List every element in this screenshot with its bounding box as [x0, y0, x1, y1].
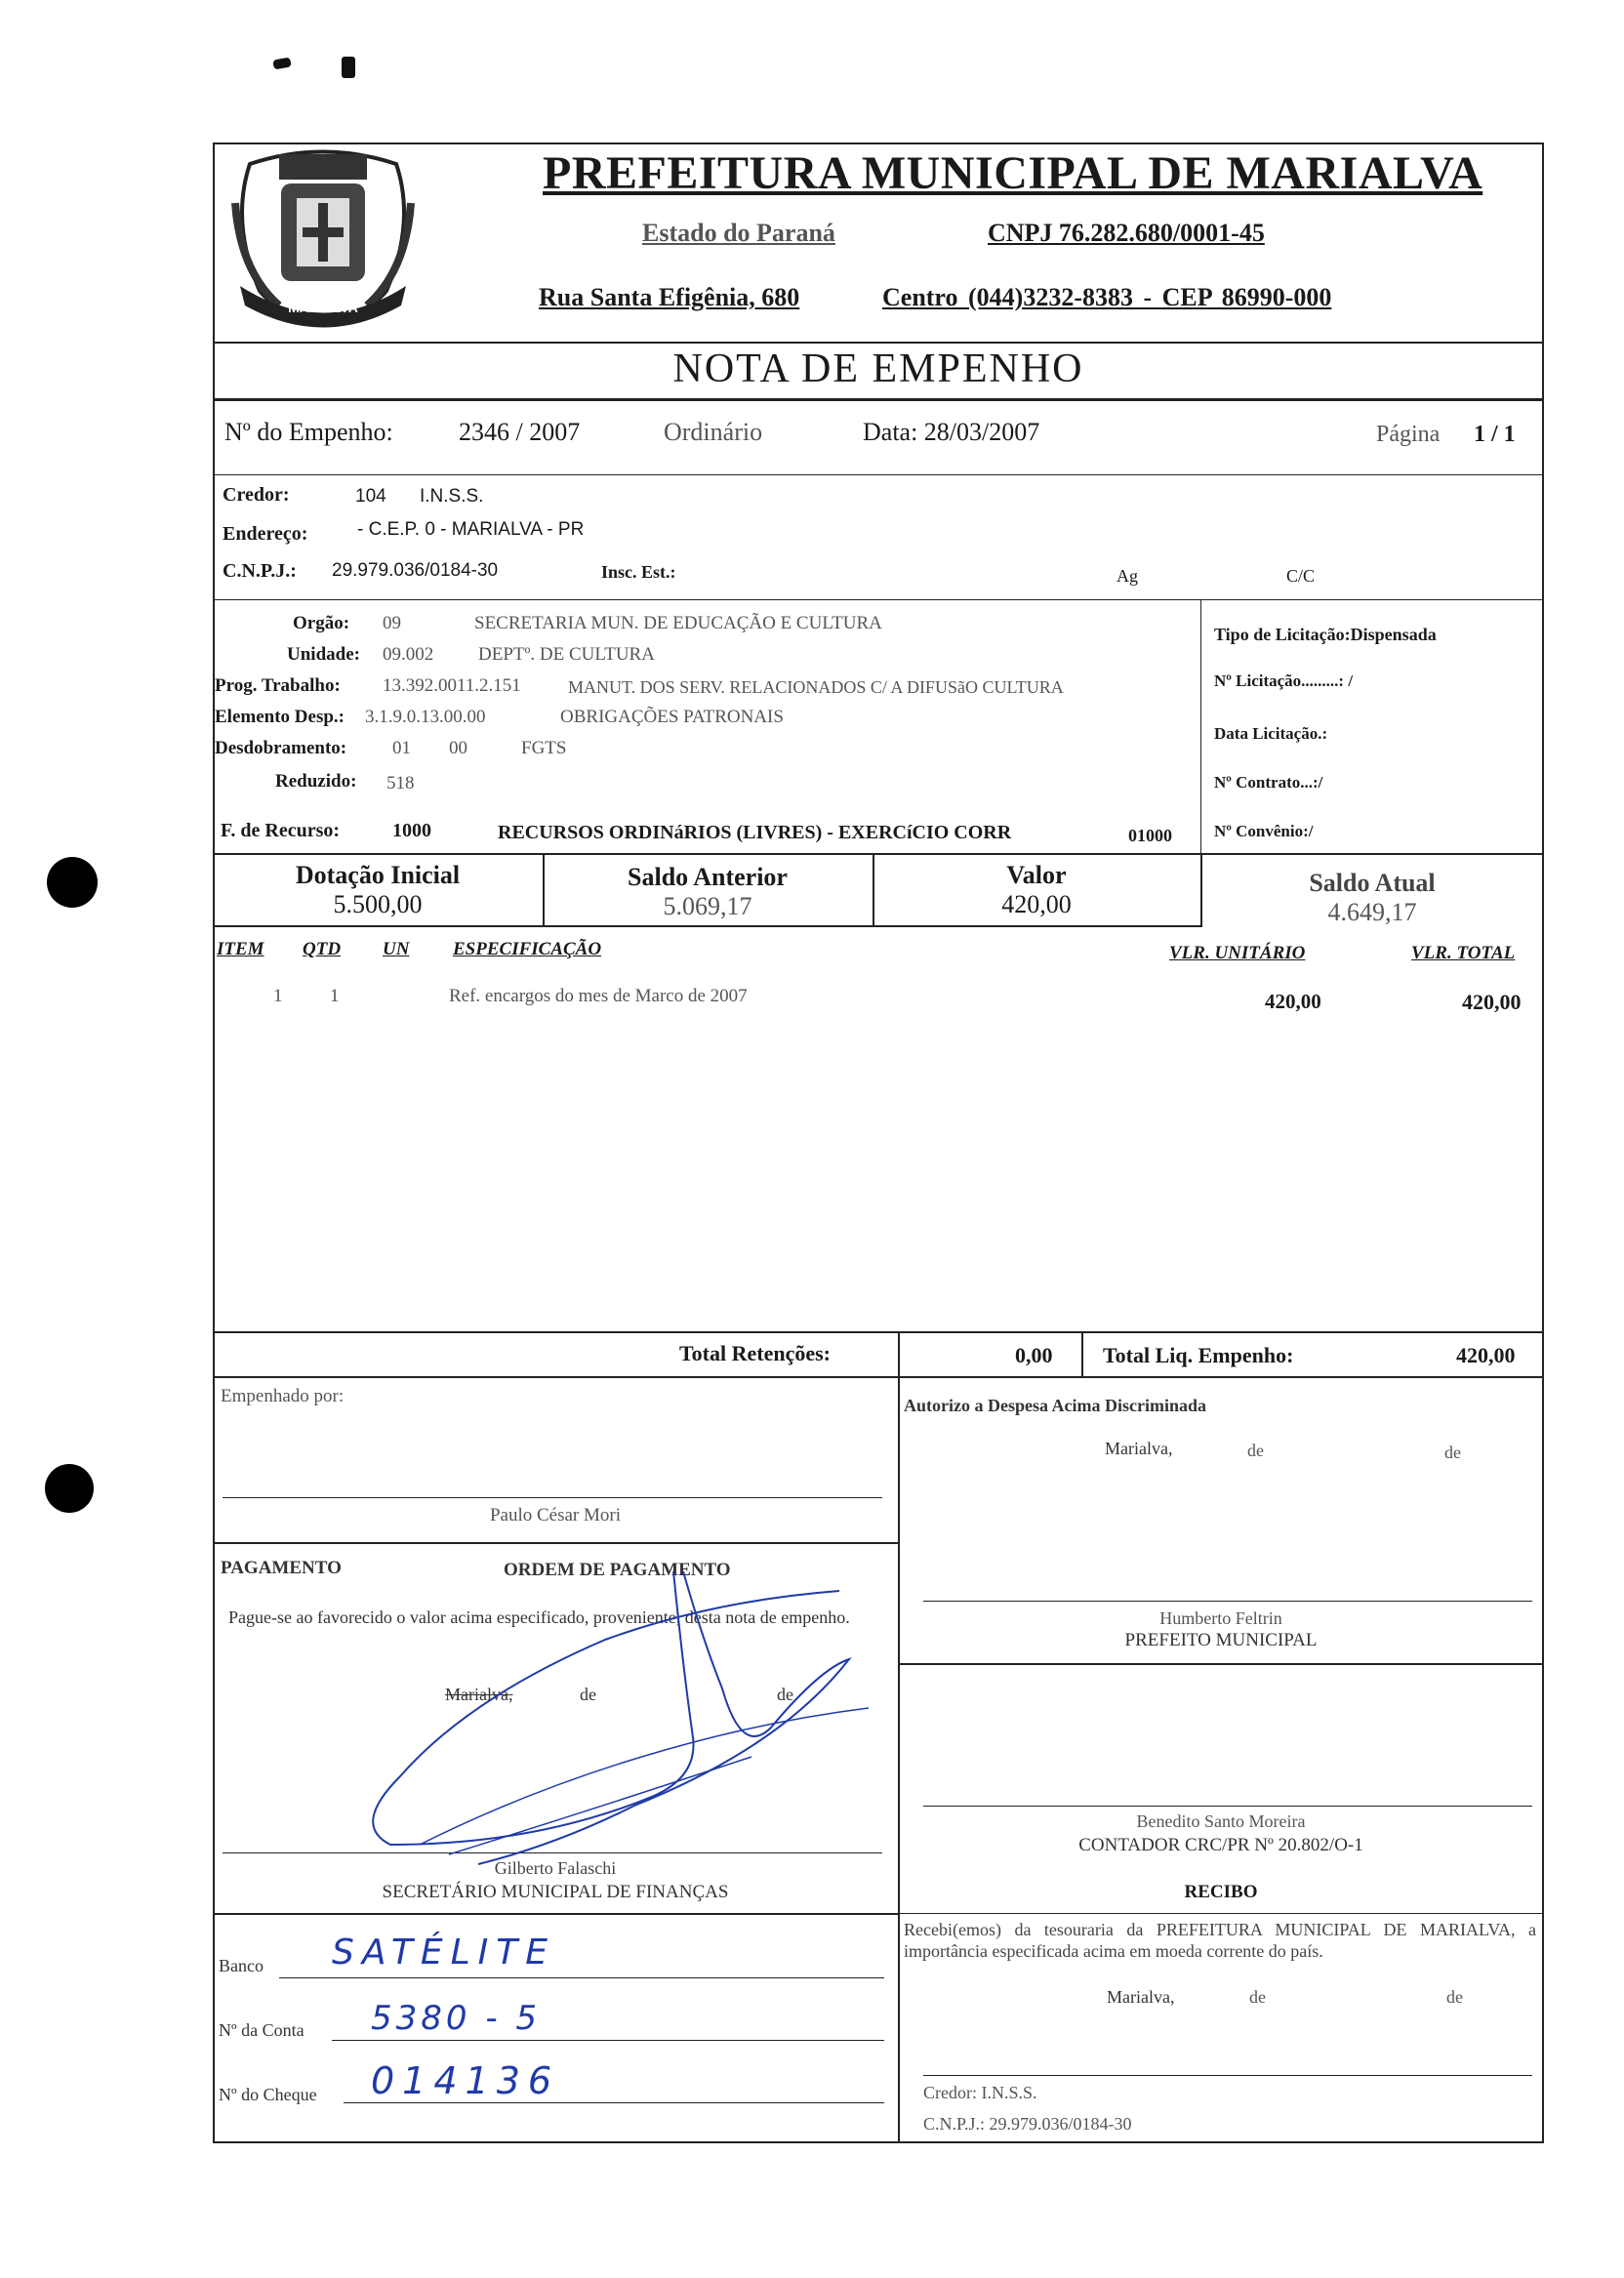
elemento-value: OBRIGAÇÕES PATRONAIS: [560, 707, 784, 727]
liq-value: 420,00: [1456, 1343, 1516, 1367]
reduzido-label: Reduzido:: [275, 771, 357, 792]
scan-mark: [342, 57, 355, 78]
autorizo-city: Marialva,: [1105, 1439, 1173, 1458]
recurso-code: 1000: [392, 820, 431, 841]
page-label: Página: [1376, 422, 1441, 447]
recibo-city: Marialva,: [1107, 1987, 1175, 2007]
liq-label: Total Liq. Empenho:: [1103, 1343, 1294, 1367]
row-espec: Ref. encargos do mes de Marco de 2007: [449, 986, 748, 1006]
orgao-code: 09: [383, 613, 401, 633]
credor-name: I.N.S.S.: [420, 486, 484, 507]
orgao-label: Orgão:: [293, 613, 350, 633]
contrato: Nº Contrato...:/: [1214, 773, 1323, 792]
contador-name: Benedito Santo Moreira: [1136, 1811, 1306, 1831]
header-contact: Centro (044)3232-8383 - CEP 86990-000: [882, 283, 1332, 311]
prefeito-name: Humberto Feltrin: [1159, 1608, 1282, 1628]
reduzido-value: 518: [386, 773, 415, 793]
conta-value[interactable]: 5380 - 5: [371, 1999, 542, 2038]
credor-label: Credor:: [223, 484, 290, 506]
recibo-de2: de: [1446, 1987, 1463, 2007]
conta-label: Nº da Conta: [219, 2020, 304, 2040]
pagamento-de1: de: [580, 1685, 596, 1704]
elemento-code: 3.1.9.0.13.00.00: [365, 707, 486, 727]
pagamento-label: PAGAMENTO: [221, 1558, 342, 1578]
empenho-type: Ordinário: [664, 418, 763, 446]
page-number: 1 / 1: [1474, 422, 1516, 447]
recibo-title: RECIBO: [1184, 1882, 1258, 1902]
svg-text:MARIALVA: MARIALVA: [288, 300, 358, 315]
orgao-value: SECRETARIA MUN. DE EDUCAÇÃO E CULTURA: [474, 613, 882, 633]
municipal-seal-icon: [221, 144, 426, 330]
recurso-label: F. de Recurso:: [221, 820, 341, 841]
col-un: UN: [383, 939, 410, 959]
secretario-role: SECRETÁRIO MUNICIPAL DE FINANÇAS: [382, 1882, 729, 1902]
header-state: Estado do Paraná: [642, 219, 835, 247]
saldo-atual-value: 4.649,17: [1327, 898, 1417, 926]
licitacao-numero: Nº Licitação.........: /: [1214, 671, 1354, 690]
autorizo-de2: de: [1444, 1443, 1461, 1462]
banco-value[interactable]: SATÉLITE: [332, 1932, 556, 1973]
col-espec: ESPECIFICAÇÃO: [453, 939, 602, 959]
contador-role: CONTADOR CRC/PR Nº 20.802/O-1: [1078, 1835, 1363, 1855]
pagamento-de2: de: [777, 1685, 793, 1704]
banco-label: Banco: [219, 1956, 264, 1975]
dotacao-label: Dotação Inicial: [295, 861, 461, 889]
autorizo-de1: de: [1247, 1441, 1264, 1460]
col-vlr-unitario: VLR. UNITÁRIO: [1169, 943, 1306, 963]
empenho-number: 2346 / 2007: [459, 418, 581, 446]
endereco-value: - C.E.P. 0 - MARIALVA - PR: [357, 519, 585, 540]
insc-label: Insc. Est.:: [601, 562, 676, 582]
header-cnpj: CNPJ 76.282.680/0001-45: [988, 219, 1265, 247]
valor-label: Valor: [1006, 861, 1067, 889]
prog-value: MANUT. DOS SERV. RELACIONADOS C/ A DIFUSãO CULTURA: [568, 677, 1064, 697]
header-address: Rua Santa Efigênia, 680: [539, 283, 800, 311]
row-unit: 420,00: [1265, 990, 1321, 1013]
retencoes-value: 0,00: [1015, 1343, 1053, 1367]
cnpj-value: 29.979.036/0184-30: [332, 560, 499, 581]
empenho-label: Nº do Empenho:: [224, 418, 393, 446]
recibo-cnpj: C.N.P.J.: 29.979.036/0184-30: [923, 2114, 1132, 2134]
prog-code: 13.392.0011.2.151: [383, 675, 521, 696]
dotacao-value: 5.500,00: [333, 890, 423, 918]
col-vlr-total: VLR. TOTAL: [1411, 943, 1516, 963]
recurso-num: 01000: [1128, 826, 1172, 845]
saldo-atual-label: Saldo Atual: [1309, 869, 1436, 897]
saldo-anterior-value: 5.069,17: [663, 892, 752, 920]
elemento-label: Elemento Desp.:: [215, 707, 345, 727]
signature-icon: [361, 1552, 869, 1903]
recurso-value: RECURSOS ORDINáRIOS (LIVRES) - EXERCíCIO CORR: [498, 822, 1012, 843]
empenhado-name: Paulo César Mori: [489, 1505, 622, 1525]
autorizo-label: Autorizo a Despesa Acima Discriminada: [904, 1396, 1206, 1415]
punch-hole: [45, 1464, 94, 1513]
cc-label: C/C: [1286, 566, 1316, 586]
recibo-credor: Credor: I.N.S.S.: [923, 2083, 1037, 2102]
licitacao-data: Data Licitação.:: [1214, 724, 1328, 743]
desdob-value: FGTS: [521, 738, 567, 758]
empenhado-label: Empenhado por:: [221, 1386, 345, 1406]
cheque-value[interactable]: 014136: [371, 2059, 560, 2102]
ordem-pagamento-label: ORDEM DE PAGAMENTO: [504, 1560, 731, 1580]
saldo-anterior-label: Saldo Anterior: [628, 863, 788, 891]
cheque-label: Nº do Cheque: [219, 2085, 317, 2104]
punch-hole: [47, 857, 98, 908]
retencoes-label: Total Retenções:: [679, 1341, 831, 1365]
row-total: 420,00: [1462, 990, 1522, 1014]
row-qtd: 1: [330, 986, 340, 1006]
valor-value: 420,00: [1001, 890, 1072, 918]
recibo-de1: de: [1249, 1987, 1266, 2007]
document-title: NOTA DE EMPENHO: [672, 346, 1084, 391]
credor-code: 104: [355, 486, 386, 507]
prog-label: Prog. Trabalho:: [215, 675, 341, 696]
secretario-name: Gilberto Falaschi: [494, 1858, 617, 1878]
desdob-label: Desdobramento:: [215, 738, 347, 758]
col-item: ITEM: [217, 939, 264, 959]
pagamento-text: Pague-se ao favorecido o valor acima especificado, proveniente, desta nota de empenho.: [228, 1607, 850, 1627]
unidade-code: 09.002: [383, 644, 434, 665]
pagamento-city: Marialva,: [445, 1685, 513, 1704]
col-qtd: QTD: [303, 939, 342, 959]
unidade-value: DEPTº. DE CULTURA: [478, 644, 655, 665]
desdob-b: 00: [449, 738, 467, 758]
cnpj-label: C.N.P.J.:: [223, 560, 297, 582]
convenio: Nº Convênio:/: [1214, 822, 1314, 840]
page-title: PREFEITURA MUNICIPAL DE MARIALVA: [543, 147, 1483, 199]
unidade-label: Unidade:: [287, 644, 360, 665]
scan-mark: [272, 58, 291, 70]
prefeito-role: PREFEITO MUNICIPAL: [1124, 1630, 1318, 1650]
licitacao-tipo: Tipo de Licitação:Dispensada: [1214, 625, 1437, 644]
ag-label: Ag: [1116, 566, 1138, 586]
desdob-a: 01: [392, 738, 411, 758]
endereco-label: Endereço:: [223, 523, 308, 545]
recibo-text: Recebi(emos) da tesouraria da PREFEITURA MUNICIPAL DE MARIALVA, a importância especificada acima em moeda corrente do país.: [904, 1920, 1536, 1961]
row-item: 1: [273, 986, 283, 1006]
empenho-date: Data: 28/03/2007: [863, 418, 1040, 446]
